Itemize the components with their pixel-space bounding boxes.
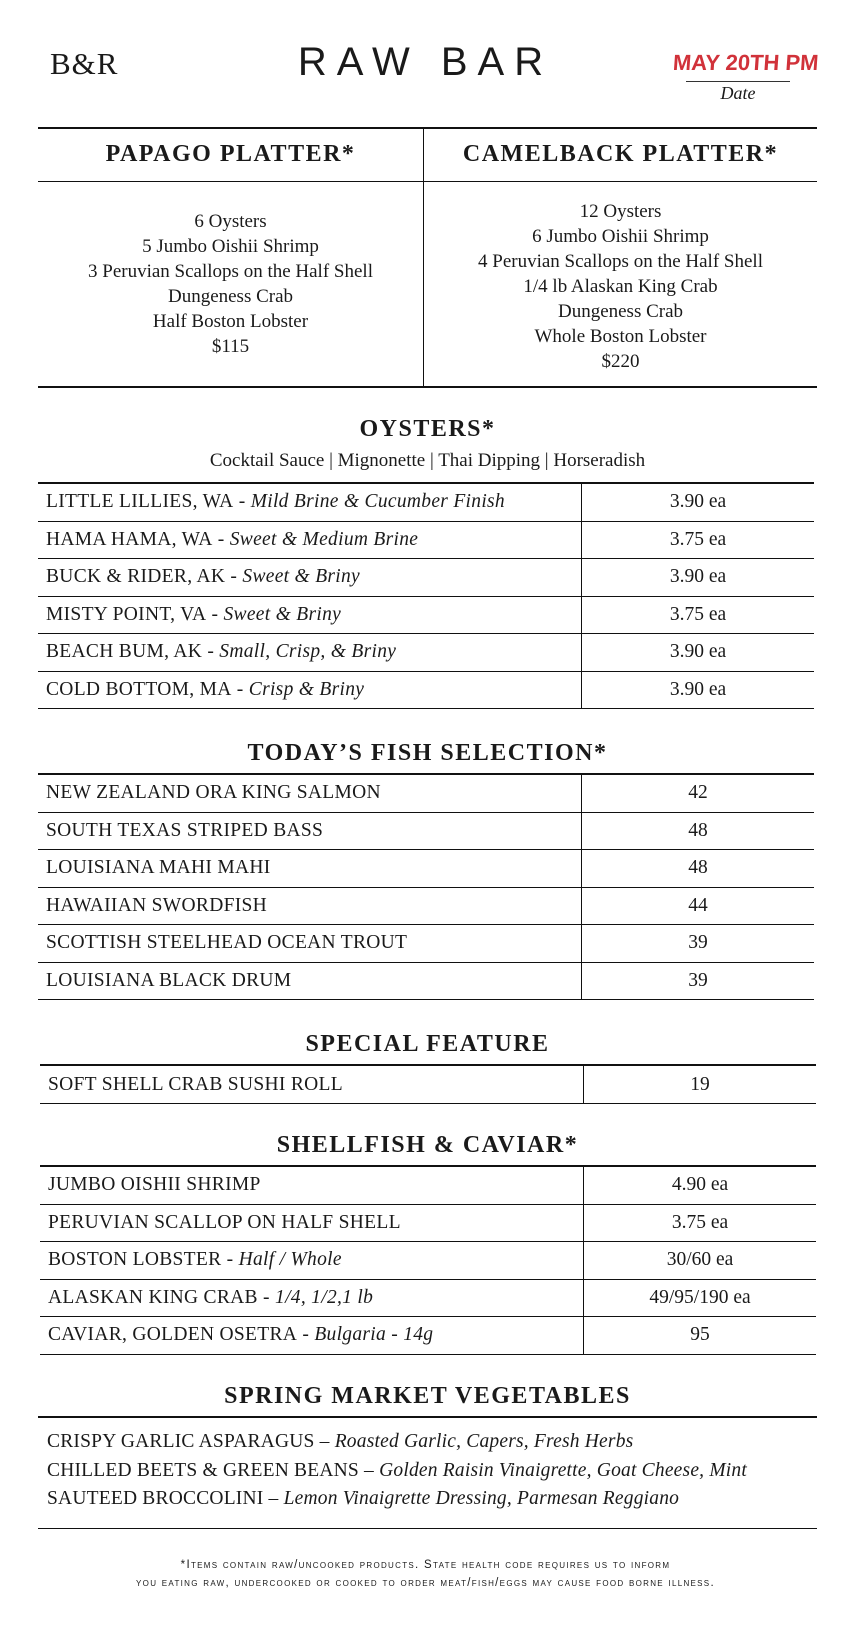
item-price: 3.75 ea xyxy=(581,522,814,559)
item-name: BUCK & RIDER, AK - Sweet & Briny xyxy=(46,566,361,588)
item-name: LOUISIANA BLACK DRUM xyxy=(46,969,292,991)
table-row xyxy=(38,559,814,597)
table-row xyxy=(40,1317,816,1355)
item-name: CAVIAR, GOLDEN OSETRA - Bulgaria - 14g xyxy=(48,1324,434,1346)
item-price: 44 xyxy=(581,888,814,925)
item-price: 48 xyxy=(581,813,814,850)
platter-price: $220 xyxy=(601,351,640,372)
platter-item: 12 Oysters xyxy=(579,201,662,222)
shellfish-section-title: SHELLFISH & CAVIAR* xyxy=(276,1132,579,1158)
item-price: 30/60 ea xyxy=(583,1242,816,1279)
item-price: 19 xyxy=(583,1066,816,1103)
table-row xyxy=(38,522,814,560)
platter-item: 4 Peruvian Scallops on the Half Shell xyxy=(478,251,763,272)
item-name: SOUTH TEXAS STRIPED BASS xyxy=(46,819,324,841)
platter-price: $115 xyxy=(211,336,250,357)
table-row xyxy=(38,813,814,851)
table-row xyxy=(38,963,814,1001)
item-name: NEW ZEALAND ORA KING SALMON xyxy=(46,782,381,804)
platter-item: Half Boston Lobster xyxy=(152,311,309,332)
item-price: 3.75 ea xyxy=(581,597,814,634)
camelback-platter-title: CAMELBACK PLATTER* xyxy=(462,141,779,167)
item-price: 3.90 ea xyxy=(581,672,814,709)
table-row xyxy=(38,484,814,522)
health-disclaimer-line-2: you eating raw, undercooked or cooked to order meat/fish/eggs may cause food borne illness. xyxy=(136,1577,715,1589)
table-row xyxy=(38,925,814,963)
table-row xyxy=(40,1205,816,1243)
date-stamp: MAY 20TH PM xyxy=(672,50,820,75)
shellfish-table xyxy=(40,1165,816,1355)
papago-platter-items xyxy=(38,209,423,359)
item-price: 95 xyxy=(583,1317,816,1354)
item-price: 49/95/190 ea xyxy=(583,1280,816,1317)
fish-table xyxy=(38,773,814,1000)
papago-platter-title: PAPAGO PLATTER* xyxy=(105,141,356,167)
vegetables-section-title: SPRING MARKET VEGETABLES xyxy=(224,1383,631,1409)
item-price: 3.90 ea xyxy=(581,484,814,521)
camelback-platter-items xyxy=(424,199,817,374)
item-price: 4.90 ea xyxy=(583,1167,816,1204)
restaurant-logo: B&R xyxy=(50,46,119,81)
item-name: COLD BOTTOM, MA - Crisp & Briny xyxy=(46,678,365,700)
item-name: BOSTON LOBSTER - Half / Whole xyxy=(48,1249,342,1271)
platter-item: 3 Peruvian Scallops on the Half Shell xyxy=(88,261,373,282)
page-title: RAW BAR xyxy=(297,40,554,84)
item-name: SCOTTISH STEELHEAD OCEAN TROUT xyxy=(46,932,408,954)
item-name: LITTLE LILLIES, WA - Mild Brine & Cucumber Finish xyxy=(46,491,505,513)
table-row xyxy=(38,850,814,888)
item-price: 3.90 ea xyxy=(581,634,814,671)
vegetable-item: SAUTEED BROCCOLINI – Lemon Vinaigrette Dressing, Parmesan Reggiano xyxy=(47,1488,680,1509)
item-name: HAWAIIAN SWORDFISH xyxy=(46,894,268,916)
item-name: BEACH BUM, AK - Small, Crisp, & Briny xyxy=(46,641,397,663)
special-section-title: SPECIAL FEATURE xyxy=(305,1031,550,1057)
oysters-section-title: OYSTERS* xyxy=(359,416,496,442)
table-row xyxy=(38,888,814,926)
table-row xyxy=(40,1167,816,1205)
item-name: LOUISIANA MAHI MAHI xyxy=(46,857,271,879)
platters-table xyxy=(38,127,817,388)
vegetables-top-rule xyxy=(38,1416,817,1418)
date-label: Date xyxy=(720,83,756,103)
platter-item: 1/4 lb Alaskan King Crab xyxy=(523,276,718,297)
item-name: MISTY POINT, VA - Sweet & Briny xyxy=(46,603,342,625)
platter-item: 5 Jumbo Oishii Shrimp xyxy=(142,236,319,257)
platter-item: Dungeness Crab xyxy=(167,286,294,307)
table-row xyxy=(38,775,814,813)
platter-item: Whole Boston Lobster xyxy=(534,326,707,347)
table-row xyxy=(40,1066,816,1104)
date-underline xyxy=(686,81,790,82)
table-row xyxy=(38,672,814,710)
item-price: 3.90 ea xyxy=(581,559,814,596)
item-price: 3.75 ea xyxy=(583,1205,816,1242)
platter-item: 6 Jumbo Oishii Shrimp xyxy=(532,226,709,247)
table-row xyxy=(38,597,814,635)
table-row xyxy=(40,1242,816,1280)
item-name: HAMA HAMA, WA - Sweet & Medium Brine xyxy=(46,528,419,550)
table-row xyxy=(38,634,814,672)
item-name: SOFT SHELL CRAB SUSHI ROLL xyxy=(48,1073,343,1095)
vegetables-bottom-rule xyxy=(38,1528,817,1529)
platter-item: Dungeness Crab xyxy=(557,301,684,322)
vegetable-item: CHILLED BEETS & GREEN BEANS – Golden Raisin Vinaigrette, Goat Cheese, Mint xyxy=(47,1460,747,1481)
health-disclaimer-line-1: *Items contain raw/uncooked products. State health code requires us to inform xyxy=(180,1559,671,1571)
oysters-table xyxy=(38,482,814,709)
item-price: 42 xyxy=(581,775,814,812)
platter-item: 6 Oysters xyxy=(194,211,267,232)
oysters-sauces: Cocktail Sauce | Mignonette | Thai Dipping | Horseradish xyxy=(209,450,646,471)
table-row xyxy=(40,1280,816,1318)
item-name: ALASKAN KING CRAB - 1/4, 1/2,1 lb xyxy=(48,1286,374,1308)
vegetable-item: CRISPY GARLIC ASPARAGUS – Roasted Garlic, Capers, Fresh Herbs xyxy=(47,1431,634,1452)
special-table xyxy=(40,1064,816,1104)
item-name: JUMBO OISHII SHRIMP xyxy=(48,1174,261,1196)
item-name: PERUVIAN SCALLOP ON HALF SHELL xyxy=(48,1211,401,1233)
item-price: 48 xyxy=(581,850,814,887)
platters-header-divider xyxy=(38,181,817,182)
item-price: 39 xyxy=(581,925,814,962)
item-price: 39 xyxy=(581,963,814,1000)
fish-section-title: TODAY’S FISH SELECTION* xyxy=(247,740,608,766)
